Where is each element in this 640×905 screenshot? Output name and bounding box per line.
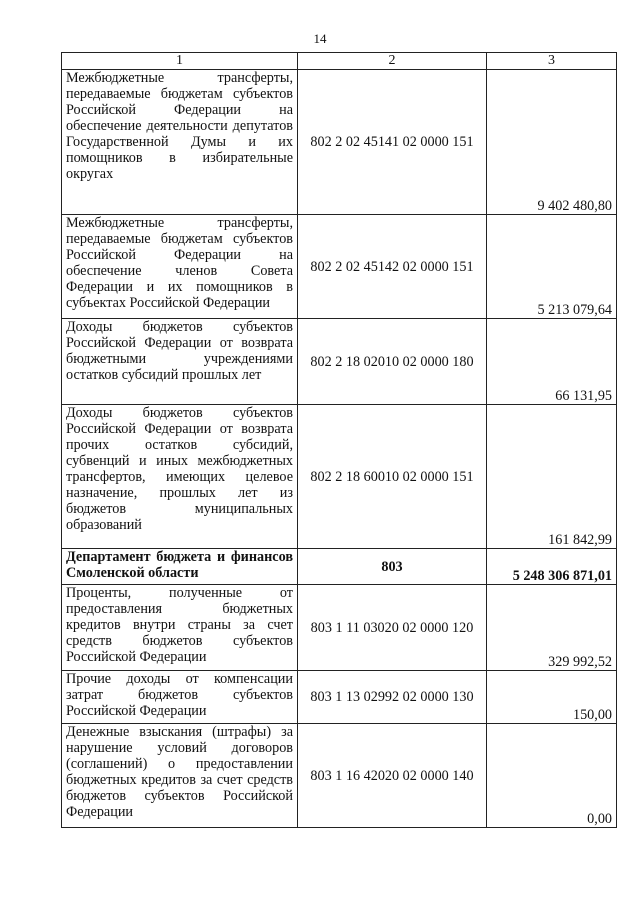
income-amount-cell: 150,00 [487, 671, 617, 724]
income-code-cell: 802 2 02 45141 02 0000 151 [298, 70, 487, 215]
department-total-cell: 5 248 306 871,01 [487, 549, 617, 585]
income-amount-cell: 9 402 480,80 [487, 70, 617, 215]
income-name-cell: Прочие доходы от компенсации затрат бюджетов субъектов Российской Федерации [62, 671, 298, 724]
income-amount-cell: 0,00 [487, 724, 617, 828]
column-header-3: 3 [487, 53, 617, 70]
table-row [62, 585, 617, 671]
income-code-cell: 803 1 11 03020 02 0000 120 [298, 585, 487, 671]
table-row [62, 215, 617, 319]
table-row [62, 70, 617, 215]
table-row [62, 724, 617, 828]
department-name-cell: Департамент бюджета и финансов Смоленской области [62, 549, 298, 585]
income-amount-cell: 161 842,99 [487, 405, 617, 549]
income-amount-cell: 329 992,52 [487, 585, 617, 671]
table-row [62, 671, 617, 724]
income-code-cell: 802 2 18 02010 02 0000 180 [298, 319, 487, 405]
department-row [62, 549, 617, 585]
table-row [62, 319, 617, 405]
income-amount-cell: 5 213 079,64 [487, 215, 617, 319]
income-code-cell: 803 1 16 42020 02 0000 140 [298, 724, 487, 828]
income-name-cell: Межбюджетные трансферты, передаваемые бюджетам субъектов Российской Федерации на обеспечение членов Совета Федерации и их помощников в субъектах Российской Федерации [62, 215, 298, 319]
column-header-1: 1 [62, 53, 298, 70]
department-code-cell: 803 [298, 549, 487, 585]
income-name-cell: Проценты, полученные от предоставления бюджетных кредитов внутри страны за счет средств бюджетов субъектов Российской Федерации [62, 585, 298, 671]
income-name-cell: Межбюджетные трансферты, передаваемые бюджетам субъектов Российской Федерации на обеспечение деятельности депутатов Государственной Думы и их помощников в избирательные округах [62, 70, 298, 215]
income-amount-cell: 66 131,95 [487, 319, 617, 405]
income-code-cell: 802 2 18 60010 02 0000 151 [298, 405, 487, 549]
income-name-cell: Доходы бюджетов субъектов Российской Федерации от возврата бюджетными учреждениями остатков субсидий прошлых лет [62, 319, 298, 405]
revenue-table [61, 52, 617, 828]
income-name-cell: Доходы бюджетов субъектов Российской Федерации от возврата прочих остатков субсидий, субвенций и иных межбюджетных трансфертов, имеющих целевое назначение, прошлых лет из бюджетов муниципальных образований [62, 405, 298, 549]
income-name-cell: Денежные взыскания (штрафы) за нарушение условий договоров (соглашений) о предоставлении бюджетных кредитов за счет средств бюджетов субъектов Российской Федерации [62, 724, 298, 828]
income-code-cell: 802 2 02 45142 02 0000 151 [298, 215, 487, 319]
table-header-row [62, 53, 617, 70]
income-code-cell: 803 1 13 02992 02 0000 130 [298, 671, 487, 724]
column-header-2: 2 [298, 53, 487, 70]
page-number: 14 [313, 31, 327, 46]
table-row [62, 405, 617, 549]
